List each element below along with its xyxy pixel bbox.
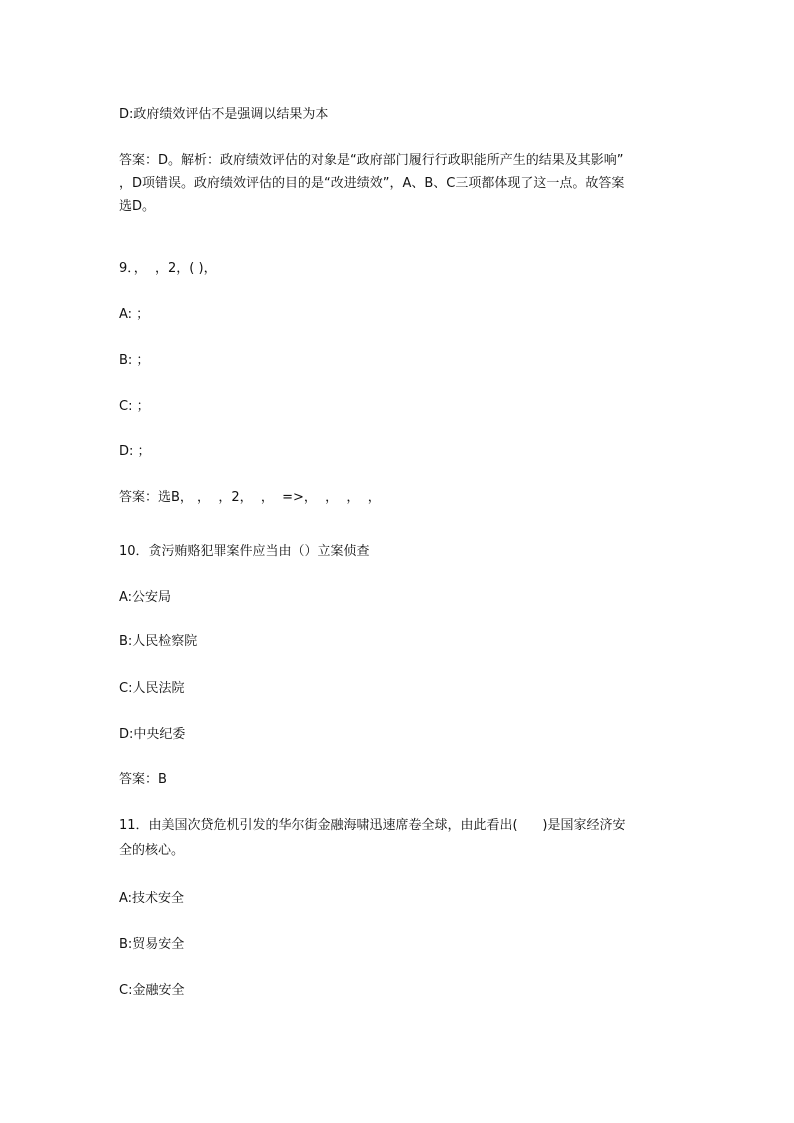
q9-option-b: B: ； bbox=[119, 353, 150, 368]
q10-answer: 答案：B bbox=[119, 772, 167, 787]
q9-option-c: C: ； bbox=[119, 399, 150, 414]
q8-answer-line-3: 选D。 bbox=[119, 199, 156, 214]
q8-answer-line-1: 答案：D。解析：政府绩效评估的对象是“政府部门履行行政职能所产生的结果及其影响” bbox=[119, 153, 624, 168]
q8-option-d: D:政府绩效评估不是强调以结果为本 bbox=[119, 107, 329, 122]
q10-option-c: C:人民法院 bbox=[119, 681, 185, 696]
q9-answer: 答案：选B， ， ，2， ， =>， ， ， ， bbox=[119, 490, 381, 505]
q9-option-a: A: ； bbox=[119, 307, 150, 322]
q9-stem: 9．， ，2，( )， bbox=[119, 261, 217, 276]
q10-stem: 10．贪污贿赂犯罪案件应当由（）立案侦查 bbox=[119, 544, 370, 559]
q8-answer-line-2: ，D项错误。政府绩效评估的目的是“改进绩效”，A、B、C三项都体现了这一点。故答案 bbox=[119, 176, 625, 191]
q9-option-d: D: ； bbox=[119, 444, 151, 459]
q11-stem-line-1: 11．由美国次贷危机引发的华尔街金融海啸迅速席卷全球，由此看出( )是国家经济安 bbox=[119, 818, 626, 833]
q10-option-d: D:中央纪委 bbox=[119, 727, 186, 742]
q10-option-b: B:人民检察院 bbox=[119, 634, 198, 649]
q11-stem-line-2: 全的核心。 bbox=[119, 843, 185, 858]
q10-option-a: A:公安局 bbox=[119, 590, 172, 605]
q11-option-c: C:金融安全 bbox=[119, 983, 185, 998]
q11-option-a: A:技术安全 bbox=[119, 891, 185, 906]
q11-option-b: B:贸易安全 bbox=[119, 937, 185, 952]
